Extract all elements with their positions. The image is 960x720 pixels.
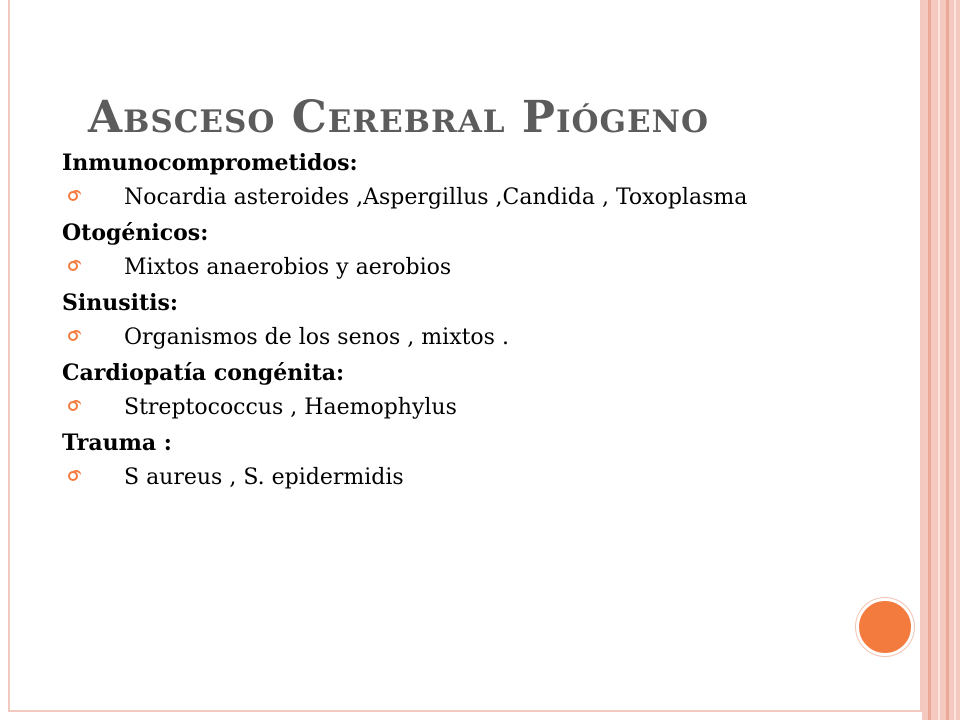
stripe	[938, 0, 940, 720]
section-inmunocomprometidos	[62, 150, 822, 210]
section-heading: Inmunocomprometidos:	[62, 150, 358, 176]
stripe	[928, 0, 931, 720]
slide-title: Absceso Cerebral Piógeno	[88, 92, 709, 143]
bullet-icon	[68, 401, 78, 411]
bullet-icon	[68, 261, 78, 271]
section-heading: Cardiopatía congénita:	[62, 360, 345, 386]
bullet-icon	[68, 191, 78, 201]
stripe	[954, 0, 956, 720]
item-text: Organismos de los senos , mixtos .	[124, 325, 509, 350]
list-item	[62, 186, 822, 210]
section-heading: Trauma :	[62, 430, 172, 456]
list-item	[62, 326, 822, 350]
section-trauma	[62, 430, 822, 490]
bullet-icon	[68, 331, 78, 341]
stripe	[946, 0, 949, 720]
section-otogenicos	[62, 220, 822, 280]
item-text: S aureus , S. epidermidis	[124, 465, 404, 490]
decorative-circle	[856, 598, 914, 656]
item-text: Mixtos anaerobios y aerobios	[124, 255, 452, 280]
section-heading: Sinusitis:	[62, 290, 179, 316]
list-item	[62, 396, 822, 420]
list-item	[62, 466, 822, 490]
item-text: Streptococcus , Haemophylus	[124, 395, 457, 420]
decorative-stripe-band	[922, 0, 960, 720]
slide-content	[62, 150, 822, 500]
item-text: Nocardia asteroides ,Aspergillus ,Candida , Toxoplasma	[124, 185, 748, 210]
bullet-icon	[68, 471, 78, 481]
list-item	[62, 256, 822, 280]
section-heading: Otogénicos:	[62, 220, 209, 246]
section-sinusitis	[62, 290, 822, 350]
section-cardiopatia	[62, 360, 822, 420]
